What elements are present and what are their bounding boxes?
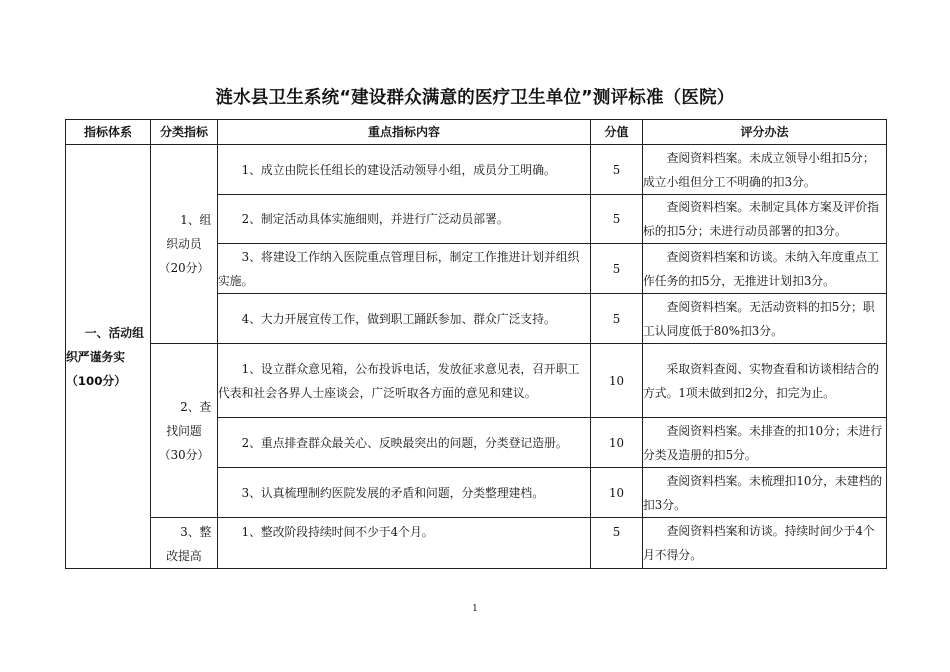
- score-cell: 10: [591, 344, 643, 418]
- system-cell: [66, 145, 151, 569]
- content-cell: 1、设立群众意见箱，公布投诉电话，发放征求意见表，召开职工代表和社会各界人士座谈会，广泛听取各方面的意见和建议。: [218, 344, 591, 418]
- page-number: 1: [472, 604, 478, 614]
- header-indicator-system: 指标体系: [66, 120, 151, 145]
- method-cell: 查阅资料档案。未成立领导小组扣5分；成立小组但分工不明确的扣3分。: [643, 145, 887, 195]
- method-cell: 查阅资料档案。无活动资料的扣5分；职工认同度低于80%扣3分。: [643, 294, 887, 344]
- category-label: 2、查找问题: [166, 399, 212, 438]
- score-cell: 10: [591, 468, 643, 518]
- evaluation-table: [65, 119, 887, 569]
- content-cell: 4、大力开展宣传工作，做到职工踊跃参加、群众广泛支持。: [218, 294, 591, 344]
- score-cell: 5: [591, 195, 643, 244]
- content-cell: 3、将建设工作纳入医院重点管理目标，制定工作推进计划并组织实施。: [218, 244, 591, 294]
- system-score: （100分）: [66, 373, 127, 388]
- method-cell: 查阅资料档案。未梳理扣10分，未建档的扣3分。: [643, 468, 887, 518]
- score-cell: 5: [591, 244, 643, 294]
- score-cell: 5: [591, 518, 643, 569]
- content-cell: 1、整改阶段持续时间不少于4个月。: [218, 518, 591, 569]
- category-cell: [151, 145, 218, 344]
- method-cell: 查阅资料档案。未排查的扣10分；未进行分类及造册的扣5分。: [643, 418, 887, 468]
- content-cell: 1、成立由院长任组长的建设活动领导小组，成员分工明确。: [218, 145, 591, 195]
- method-cell: 查阅资料档案和访谈。未纳入年度重点工作任务的扣5分，无推进计划扣3分。: [643, 244, 887, 294]
- score-cell: 5: [591, 294, 643, 344]
- method-cell: 采取资料查阅、实物查看和访谈相结合的方式。1项未做到扣2分，扣完为止。: [643, 344, 887, 418]
- category-score: （20分）: [158, 261, 210, 275]
- category-score: （30分）: [158, 447, 210, 462]
- header-category: 分类指标: [151, 120, 218, 145]
- category-label: 3、整改提高: [166, 525, 212, 563]
- method-cell: 查阅资料档案。未制定具体方案及评价指标的扣5分；未进行动员部署的扣3分。: [643, 195, 887, 244]
- score-cell: 10: [591, 418, 643, 468]
- table-header-row: [66, 120, 887, 145]
- method-cell: 查阅资料档案和访谈。持续时间少于4个月不得分。: [643, 518, 887, 569]
- header-key-content: 重点指标内容: [218, 120, 591, 145]
- table-row: [66, 344, 887, 418]
- category-cell: [151, 344, 218, 518]
- score-cell: 5: [591, 145, 643, 195]
- content-cell: 2、制定活动具体实施细则，并进行广泛动员部署。: [218, 195, 591, 244]
- system-label: 一、活动组织严谨务实: [66, 325, 144, 364]
- content-cell: 2、重点排查群众最关心、反映最突出的问题，分类登记造册。: [218, 418, 591, 468]
- table-row: [66, 518, 887, 569]
- category-cell: [151, 518, 218, 569]
- header-scoring-method: 评分办法: [643, 120, 887, 145]
- category-label: 1、组织动员: [166, 213, 212, 251]
- header-score: 分值: [591, 120, 643, 145]
- content-cell: 3、认真梳理制约医院发展的矛盾和问题，分类整理建档。: [218, 468, 591, 518]
- table-row: [66, 145, 887, 195]
- page-title: 涟水县卫生系统“建设群众满意的医疗卫生单位”测评标准（医院）: [215, 88, 735, 108]
